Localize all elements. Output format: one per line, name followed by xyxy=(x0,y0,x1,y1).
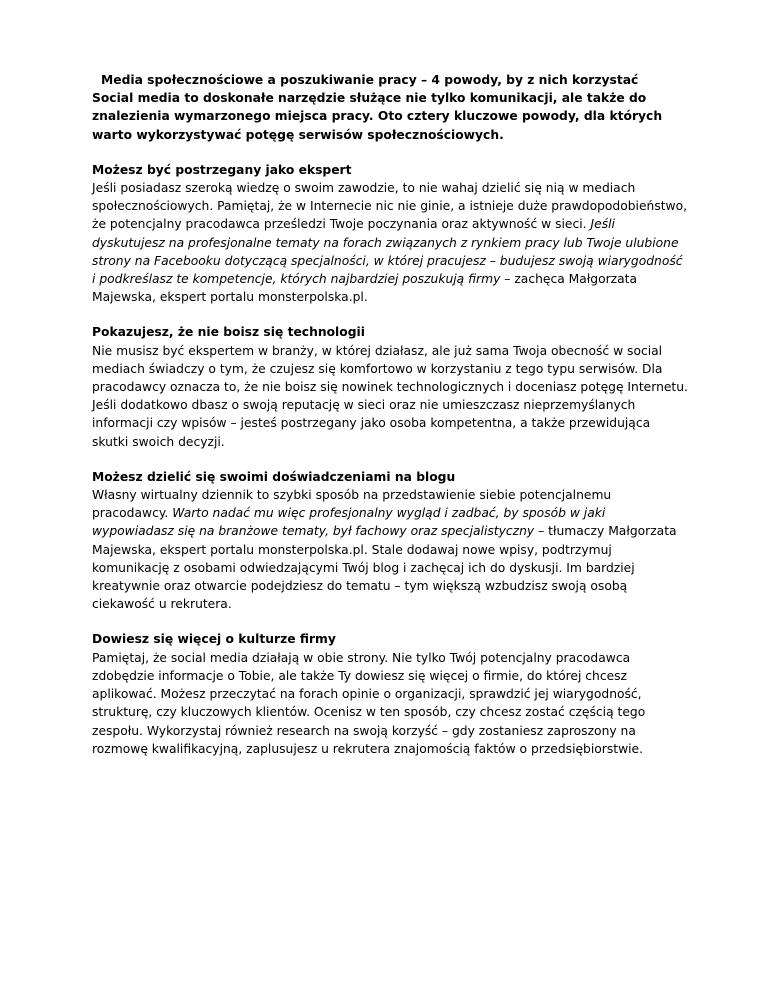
article-title: Media społecznościowe a poszukiwanie pracy – 4 powody, by z nich korzystać xyxy=(101,73,639,87)
section-heading: Dowiesz się więcej o kulturze firmy xyxy=(92,632,336,647)
section-heading: Możesz być postrzegany jako ekspert xyxy=(92,162,352,177)
section-technology xyxy=(92,323,688,450)
paragraph-text: – tłumaczy Małgorzata Majewska, ekspert portalu monsterpolska.pl. Stale dodawaj nowe wpisy, podtrzymuj komunikację z osobami odwiedzającymi Twój blog i zachęcaj ich do dyskusji. Im bardziej kreatywnie oraz otwarcie podejdziesz do tematu – tym większą wzbudzisz swoją osobą ciekawość u rekrutera. xyxy=(92,524,677,612)
section-paragraph: Nie musisz być ekspertem w branży, w której działasz, ale już sama Twoja obecność w social mediach świadczy o tym, że czujesz się komfortowo w korzystaniu z tego typu serwisów. Dla pracodawcy oznacza to, że nie boisz się nowinek technologicznych i doceniasz potęgę Internetu. Jeśli dodatkowo dbasz o swoją reputację w sieci oraz nie umieszczasz nieprzemyślanych informacji czy wpisów – jesteś postrzegany jako osoba kompetentna, a także przewidująca skutki swoich decyzji. xyxy=(92,343,688,449)
section-company-culture xyxy=(92,630,688,757)
section-paragraph xyxy=(92,486,688,613)
section-heading: Pokazujesz, że nie boisz się technologii xyxy=(92,325,365,340)
paragraph-text: – zachęca Małgorzata Majewska, ekspert portalu monsterpolska.pl. xyxy=(92,272,638,305)
paragraph-text: Własny wirtualny dziennik to szybki sposób na przedstawienie siebie potencjalnemu pracodawcy. xyxy=(92,488,612,521)
expert-quote: Jeśli dyskutujesz na profesjonalne tematy na forach związanych z rynkiem pracy lub Twoje ulubione strony na Facebooku dotyczącą specjalności, w której pracujesz – budujesz swoją wiarygodność i podkreślasz te kompetencje, których najbardziej poszukują firmy xyxy=(92,217,683,287)
article-intro xyxy=(92,71,688,144)
paragraph-text: Jeśli posiadasz szeroką wiedzę o swoim zawodzie, to nie wahaj dzielić się nią w mediach społecznościowych. Pamiętaj, że w Internecie nic nie ginie, a istnieje duże prawdopodobieństwo, że potencjalny pracodawca prześledzi Twoje poczynania oraz aktywność w sieci. xyxy=(92,181,688,232)
section-heading: Możesz dzielić się swoimi doświadczeniami na blogu xyxy=(92,469,456,484)
document-page xyxy=(92,71,688,775)
section-paragraph xyxy=(92,179,688,306)
section-blog xyxy=(92,468,688,614)
expert-quote: Warto nadać mu więc profesjonalny wygląd i zadbać, by sposób w jaki wypowiadasz się na branżowe tematy, był fachowy oraz specjalistyczny xyxy=(92,506,606,539)
section-expert xyxy=(92,161,688,307)
article-lead: Social media to doskonałe narzędzie służące nie tylko komunikacji, ale także do znalezienia wymarzonego miejsca pracy. Oto cztery kluczowe powody, dla których warto wykorzystywać potęgę serwisów społecznościowych. xyxy=(92,91,663,142)
section-paragraph: Pamiętaj, że social media działają w obie strony. Nie tylko Twój potencjalny pracodawca zdobędzie informacje o Tobie, ale także Ty dowiesz się więcej o firmie, do której chcesz aplikować. Możesz przeczytać na forach opinie o organizacji, sprawdzić jej wiarygodność, strukturę, czy kluczowych klientów. Ocenisz w ten sposób, czy chcesz zostać częścią tego zespołu. Wykorzystaj również research na swoją korzyść – gdy zostaniesz zaproszony na rozmowę kwalifikacyjną, zaplusujesz u rekrutera znajomością faktów o przedsiębiorstwie. xyxy=(92,650,646,756)
